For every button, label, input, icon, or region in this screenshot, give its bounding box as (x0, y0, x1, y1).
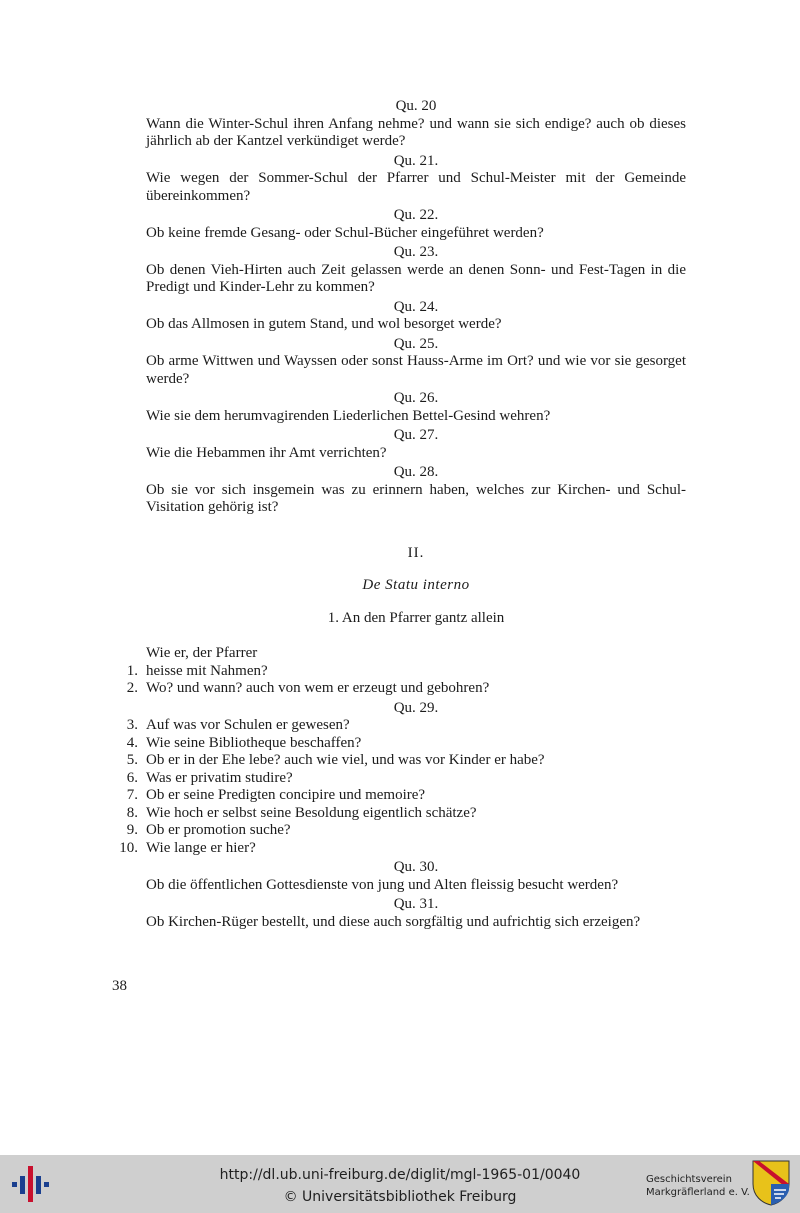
list-item (119, 839, 686, 858)
section-subtitle: De Statu interno (362, 577, 470, 593)
item-text: heisse mit Nahmen? (146, 662, 268, 679)
item-number: 8. (126, 804, 138, 821)
question-block-1 (146, 98, 686, 517)
item-text: Wie seine Bibliotheque beschaffen? (146, 734, 362, 751)
numbered-list-b (119, 717, 686, 857)
question-number: Qu. 25. (393, 335, 439, 352)
question-block-2 (146, 859, 686, 931)
list-item (126, 662, 686, 681)
question-number: Qu. 23. (393, 244, 439, 260)
item-number: 9. (126, 822, 138, 838)
item-text: Was er privatim studire? (146, 769, 293, 786)
item-number: 4. (126, 734, 138, 751)
question-text: Wie wegen der Sommer-Schul der Pfarrer und Schul-Meister mit der Gemeinde übereinkommen? (146, 170, 686, 204)
question-text: Ob Kirchen-Rüger bestellt, und diese auch sorgfältig und aufrichtig sich erzeigen? (146, 913, 641, 930)
question-number: Qu. 22. (393, 207, 439, 223)
item-text: Wie hoch er selbst seine Besoldung eigentlich schätze? (146, 804, 477, 821)
section-heading: 1. An den Pfarrer gantz allein (327, 609, 505, 626)
question-number: Qu. 26. (393, 390, 439, 406)
list-item (126, 769, 686, 788)
question-number: Qu. 27. (393, 427, 439, 443)
org-name-line2: Markgräflerland e. V. (646, 1187, 750, 1198)
question-number: Qu. 30. (393, 859, 439, 875)
question-text: Ob das Allmosen in gutem Stand, und wol besorget werde? (146, 316, 502, 332)
section-numeral: II. (407, 544, 425, 561)
item-text: Ob er seine Predigten concipire und memoire? (146, 787, 426, 803)
question-text: Ob die öffentlichen Gottesdienste von jung und Alten fleissig besucht werden? (146, 876, 619, 893)
item-number: 5. (126, 752, 138, 768)
question-text: Ob sie vor sich insgemein was zu erinnern haben, welches zur Kirchen- und Schul-Visitation gehörig ist? (146, 481, 686, 515)
list-item (126, 787, 686, 805)
item-number: 1. (126, 662, 138, 679)
item-number: 3. (126, 717, 138, 733)
list-item (126, 734, 686, 753)
list-item (126, 752, 686, 770)
item-text: Auf was vor Schulen er gewesen? (146, 717, 350, 733)
list-item (126, 804, 686, 823)
page-number: 38 (112, 978, 127, 994)
question-number: Qu. 24. (393, 298, 439, 315)
org-name-line1: Geschichtsverein (646, 1174, 732, 1185)
list-item (126, 717, 686, 735)
item-text: Wie lange er hier? (146, 839, 256, 856)
question-text: Wie die Hebammen ihr Amt verrichten? (146, 444, 387, 461)
item-text: Wo? und wann? auch von wem er erzeugt und gebohren? (146, 680, 490, 696)
item-number: 7. (126, 787, 138, 803)
question-text: Wann die Winter-Schul ihren Anfang nehme? und wann sie sich endige? auch ob dieses jährlich ab der Kantzel verkündiget werde? (146, 115, 686, 149)
page-content (119, 96, 686, 931)
crest-icon[interactable] (752, 1160, 790, 1206)
question-number: Qu. 20 (395, 98, 437, 114)
question-text: Wie sie dem herumvagirenden Liederlichen Bettel-Gesind wehren? (146, 407, 551, 424)
footer-permalink[interactable]: http://dl.ub.uni-freiburg.de/diglit/mgl-1965-01/0040 (219, 1167, 581, 1183)
footer-copyright: © Universitätsbibliothek Freiburg (283, 1189, 517, 1205)
list-intro: Wie er, der Pfarrer (146, 645, 258, 661)
question-number: Qu. 31. (393, 896, 439, 912)
list-item (126, 680, 686, 698)
item-number: 2. (126, 680, 138, 696)
numbered-list-a (126, 662, 686, 698)
question-number: Qu. 21. (393, 152, 439, 169)
item-number: 10. (119, 839, 138, 856)
item-number: 6. (126, 769, 138, 786)
question-number: Qu. 28. (393, 464, 439, 480)
item-text: Ob er promotion suche? (146, 822, 291, 838)
question-text: Ob denen Vieh-Hirten auch Zeit gelassen werde an denen Sonn- und Fest-Tagen in die Predigt und Kinder-Lehr zu kommen? (146, 261, 686, 295)
org-name (646, 1173, 750, 1199)
list-item (126, 822, 686, 840)
question-text: Ob arme Wittwen und Wayssen oder sonst Hauss-Arme im Ort? und wie vor sie gesorget werde? (146, 353, 686, 387)
question-text: Ob keine fremde Gesang- oder Schul-Bücher eingeführet werden? (146, 224, 544, 241)
question-number: Qu. 29. (393, 699, 439, 716)
item-text: Ob er in der Ehe lebe? auch wie viel, und was vor Kinder er habe? (146, 752, 545, 768)
footer-bar (0, 1155, 800, 1213)
